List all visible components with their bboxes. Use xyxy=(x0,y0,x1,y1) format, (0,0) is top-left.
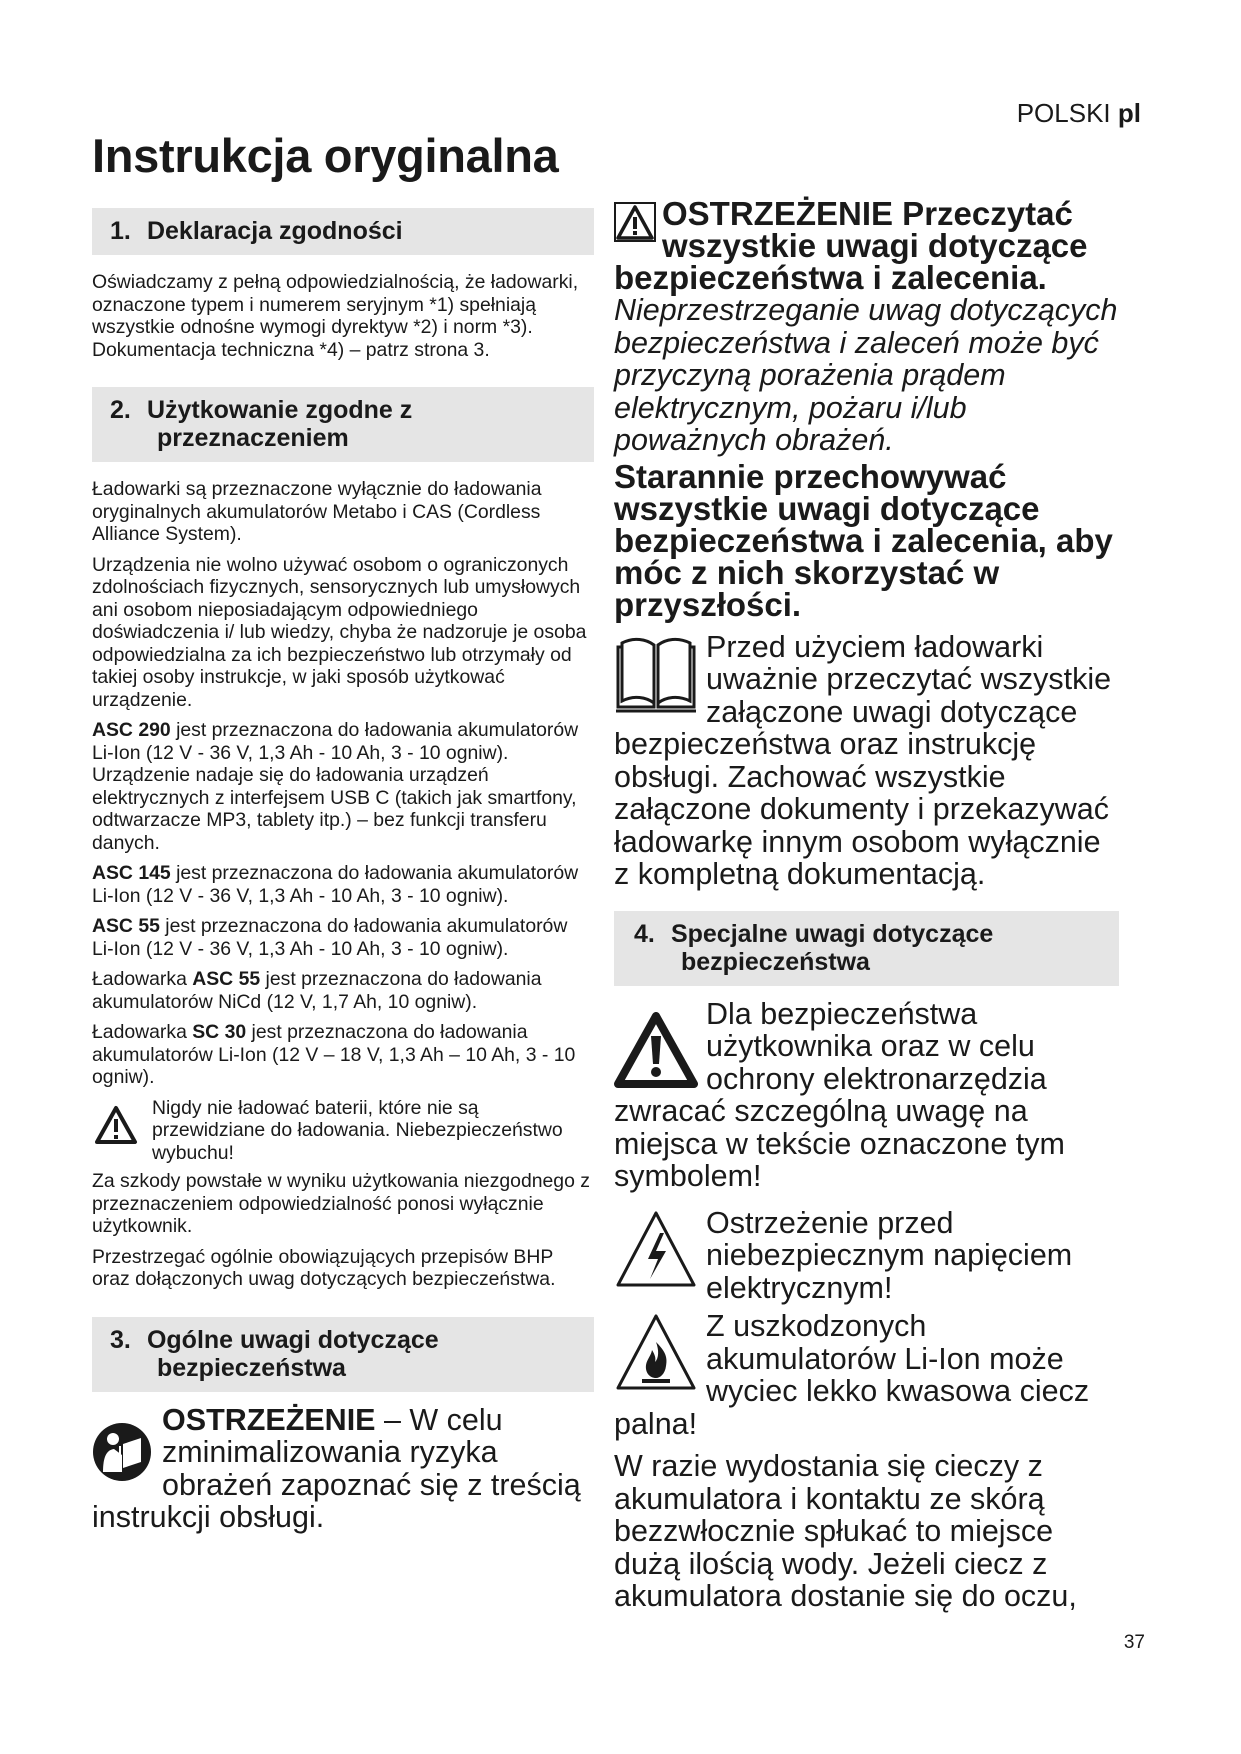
section-title-line2: bezpieczeństwa xyxy=(157,1353,346,1382)
section-number: 4. xyxy=(634,919,655,948)
language-word: POLSKI xyxy=(1016,98,1111,128)
model-name: ASC 55 xyxy=(92,915,160,937)
section-4-heading xyxy=(614,911,1119,986)
section-3-heading xyxy=(92,1317,594,1392)
section-1-heading xyxy=(92,208,594,255)
section-number: 2. xyxy=(110,396,131,424)
section-title-line2: przeznaczeniem xyxy=(157,424,349,452)
model-name: ASC 145 xyxy=(92,862,171,884)
paragraph-text: Ładowarka xyxy=(92,1021,193,1043)
paragraph: Ładowarki są przeznaczone wyłącznie do ładowania oryginalnych akumulatorów Metabo i CAS (Cordless Alliance System). xyxy=(92,478,542,545)
section-number: 3. xyxy=(110,1325,131,1354)
paragraph xyxy=(92,862,594,907)
paragraph: Przestrzegać ogólnie obowiązujących przepisów BHP oraz dołączonych uwag dotyczących bezpieczeństwa. xyxy=(92,1245,556,1290)
general-warning xyxy=(614,195,1119,296)
voltage-warning xyxy=(614,1207,1119,1305)
section-title-line1: Użytkowanie zgodne z xyxy=(146,396,413,424)
model-name: ASC 290 xyxy=(92,719,171,741)
warning-italic-text: Nieprzestrzeganie uwag dotyczących bezpieczeństwa i zaleceń może być przyczyną porażenia prądem elektrycznym, pożaru i/lub poważnych obrażeń. xyxy=(614,293,1118,457)
page-number: 37 xyxy=(1123,1632,1145,1653)
warning-note xyxy=(92,1097,594,1165)
warning-text: Nigdy nie ładować baterii, które nie są przewidziane do ładowania. Niebezpieczeństwo wybuchu! xyxy=(152,1096,563,1164)
skin-contact-text: W razie wydostania się cieczy z akumulatora i kontaktu ze skórą bezzwłocznie spłukać to miejsce dużą ilością wody. Jeżeli ciecz z akumulatora dostanie się do oczu, xyxy=(614,1449,1077,1613)
paragraph-text: Ładowarka xyxy=(92,968,193,990)
warning-keyword: OSTRZEŻENIE xyxy=(162,1402,376,1437)
right-column xyxy=(614,195,1119,1613)
paragraph xyxy=(92,915,594,960)
paragraph-text: jest przeznaczona do ładowania akumulatorów Li-Ion (12 V – 18 V, 1,3 Ah – 10 Ah, 3 - 10 ogniw). xyxy=(92,1021,576,1088)
page-title: Instrukcja oryginalna xyxy=(92,129,559,182)
section-2-heading xyxy=(92,387,594,462)
flammable-icon xyxy=(614,1312,698,1399)
paragraph: Urządzenia nie wolno używać osobom o ograniczonych zdolnościach fizycznych, sensorycznych lub umysłowych ani osobom nieposiadającym odpowiedniego doświadczenia i/ lub wiedzy, chyba że nadzoruje je osoba odpowiedzialna za ich bezpieczeństwo lub otrzymały od takiej osoby instrukcje, w jaki sposób użytkować urządzenie. xyxy=(92,553,587,711)
paragraph-text: jest przeznaczona do ładowania akumulatorów Li-Ion (12 V - 36 V, 1,3 Ah - 10 Ah, 3 - 10 ogniw). xyxy=(92,862,579,907)
attention-icon xyxy=(614,1012,698,1095)
warning-bold-text: OSTRZEŻENIE Przeczytać wszystkie uwagi dotyczące bezpieczeństwa i zalecenia. xyxy=(614,195,1088,296)
model-name: SC 30 xyxy=(192,1021,247,1043)
paragraph xyxy=(92,968,594,1013)
attention-note xyxy=(614,998,1119,1193)
paragraph-text: jest przeznaczona do ładowania akumulatorów Li-Ion (12 V - 36 V, 1,3 Ah - 10 Ah, 3 - 10 ogniw). Urządzenie nadaje się do ładowania urządzeń elektrycznych z interfejsem USB C (takich jak smartfony, odtwarzacze MP3, tablety itp.) – bez funkcji transferu danych. xyxy=(92,719,579,854)
left-column xyxy=(92,208,594,1534)
model-name: ASC 55 xyxy=(192,968,261,990)
section-title-line1: Specjalne uwagi dotyczące xyxy=(670,919,994,948)
book-icon xyxy=(614,633,698,724)
read-manual-text: Przed użyciem ładowarki uważnie przeczytać wszystkie załączone uwagi dotyczące bezpieczeństwa oraz instrukcję obsługi. Zachować wszystkie załączone dokumenty i przekazywać ładowarkę innym osobom wyłącznie z kompletną dokumentacją. xyxy=(614,629,1112,891)
fire-text: Z uszkodzonych akumulatorów Li-Ion może wyciec lekko kwasowa ciecz palna! xyxy=(614,1309,1090,1441)
warning-text: – W celu zminimalizowania ryzyka obrażeń zapoznać się z treścią instrukcji obsługi. xyxy=(92,1402,581,1534)
paragraph xyxy=(92,719,594,854)
warning-triangle-icon xyxy=(92,1097,138,1150)
read-manual-icon xyxy=(92,1422,152,1489)
read-manual-note xyxy=(614,631,1119,891)
high-voltage-icon xyxy=(614,1209,698,1296)
warning-triangle-icon xyxy=(614,202,656,247)
section-title-line2: bezpieczeństwa xyxy=(681,947,870,976)
paragraph xyxy=(92,1021,594,1089)
paragraph-text: jest przeznaczona do ładowania akumulatorów NiCd (12 V, 1,7 Ah, 10 ogniw). xyxy=(92,968,542,1013)
section-number: 1. xyxy=(110,217,131,245)
paragraph: Za szkody powstałe w wyniku użytkowania niezgodnego z przeznaczeniem odpowiedzialność ponosi wyłącznie użytkownik. xyxy=(92,1170,590,1237)
language-code: pl xyxy=(1117,98,1141,128)
paragraph: Oświadczamy z pełną odpowiedzialnością, że ładowarki, oznaczone typem i numerem seryjnym *1) spełniają wszystkie odnośne wymogi dyrektyw *2) i norm *3). Dokumentacja techniczna *4) – patrz strona 3. xyxy=(92,271,579,361)
section-title: Deklaracja zgodności xyxy=(146,217,403,245)
section-title-line1: Ogólne uwagi dotyczące xyxy=(146,1325,439,1354)
read-manual-warning xyxy=(92,1404,594,1534)
keep-instructions-text: Starannie przechowywać wszystkie uwagi dotyczące bezpieczeństwa i zalecenia, aby móc z nich skorzystać w przyszłości. xyxy=(614,457,1113,623)
voltage-text: Ostrzeżenie przed niebezpiecznym napięciem elektrycznym! xyxy=(706,1205,1073,1305)
fire-warning xyxy=(614,1310,1119,1440)
paragraph-text: jest przeznaczona do ładowania akumulatorów Li-Ion (12 V - 36 V, 1,3 Ah - 10 Ah, 3 - 10 ogniw). xyxy=(92,915,568,960)
language-label xyxy=(1017,98,1141,129)
attention-text: Dla bezpieczeństwa użytkownika oraz w celu ochrony elektronarzędzia zwracać szczególną uwagę na miejsca w tekście oznaczone tym symbolem! xyxy=(614,996,1065,1193)
